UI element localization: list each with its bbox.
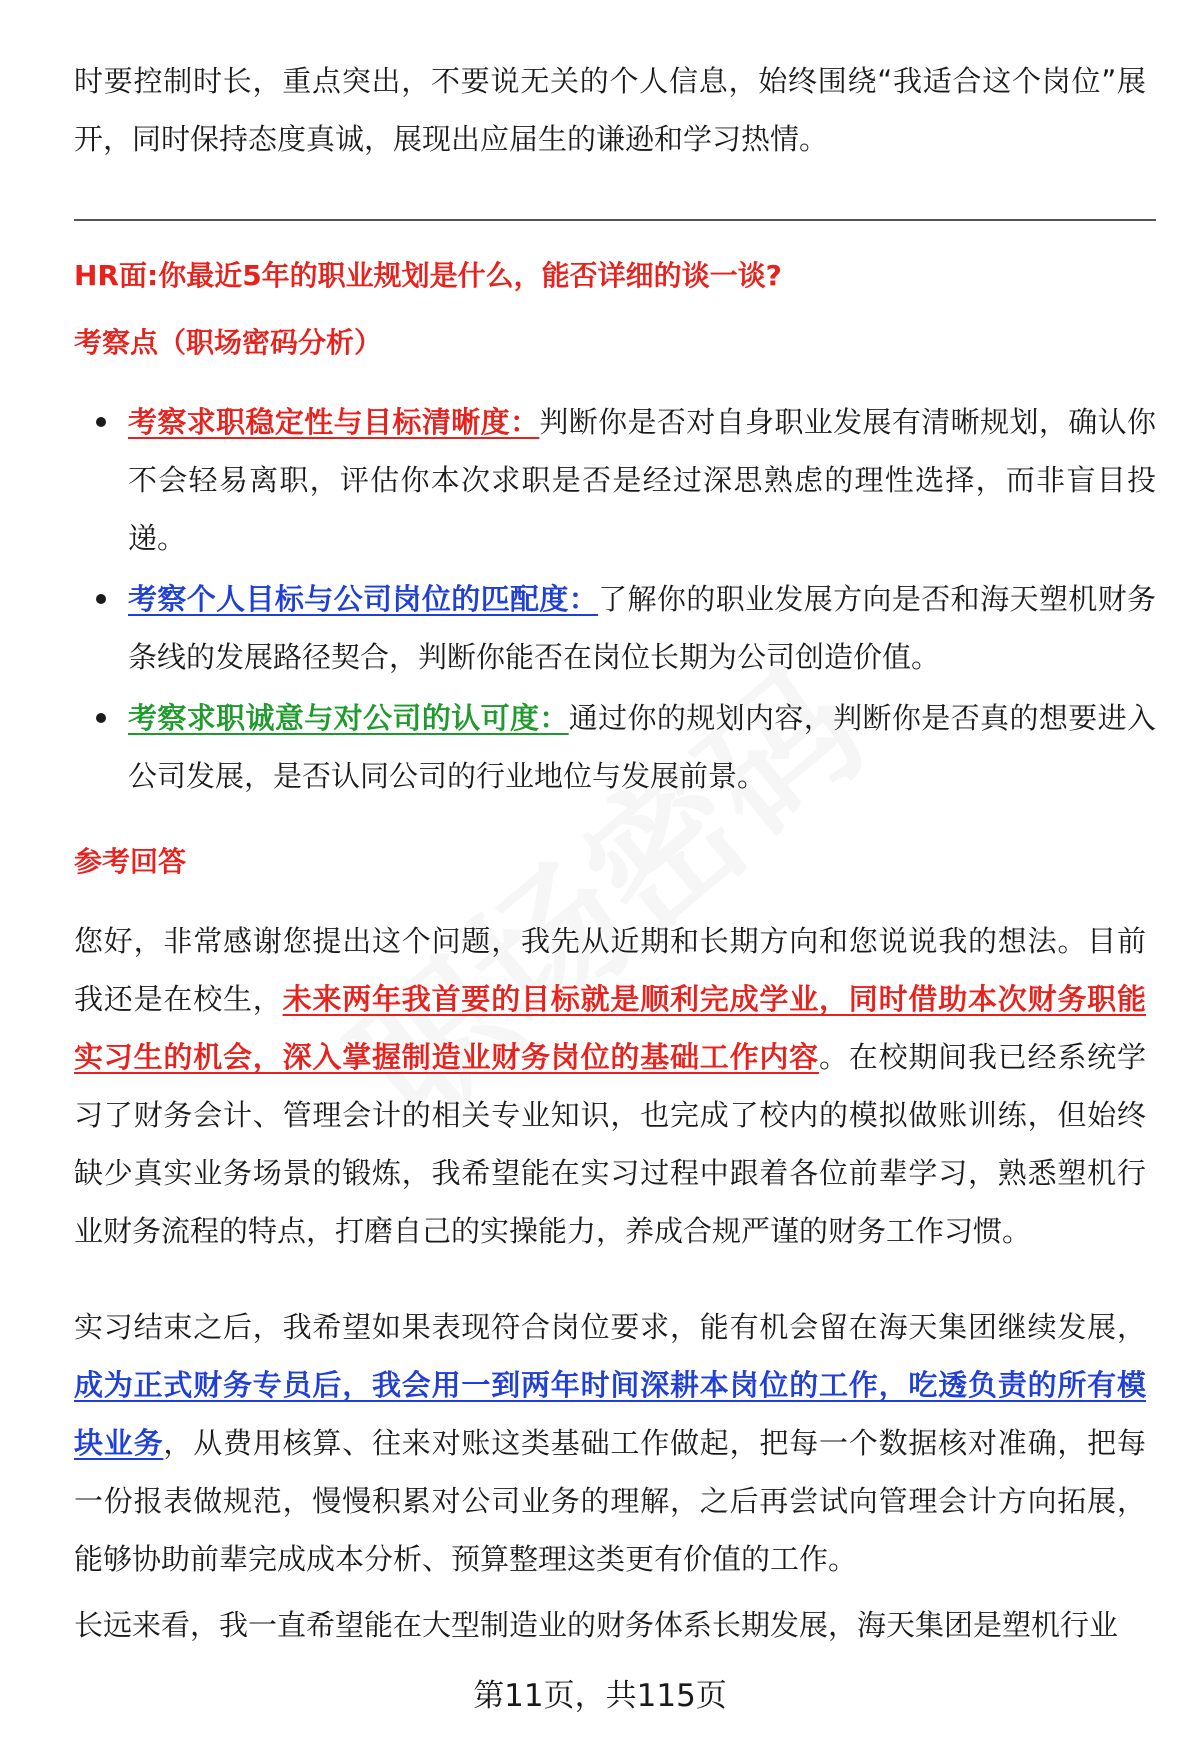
bullet-icon <box>96 417 106 427</box>
insight-text: 通过你的规划内容，判断你是否真的想要进入公司发展，是否认同公司的行业地位与发展前景。 <box>128 701 1156 793</box>
bullet-icon <box>96 713 106 723</box>
insight-text: 了解你的职业发展方向是否和海天塑机财务条线的发展路径契合，判断你能否在岗位长期为公司创造价值。 <box>128 582 1156 674</box>
insight-key: 考察求职诚意与对公司的认可度： <box>128 701 569 735</box>
intro-paragraph: 时要控制时长，重点突出，不要说无关的个人信息，始终围绕“我适合这个岗位”展开，同时保持态度真诚，展现出应届生的谦逊和学习热情。 <box>74 64 1146 156</box>
answer-text: 实习结束之后，我希望如果表现符合岗位要求，能有机会留在海天集团继续发展， <box>74 1310 1146 1344</box>
document-page <box>74 0 1156 1755</box>
reference-heading: 参考回答 <box>74 845 187 878</box>
answer-highlight: 未来两年我首要的目标就是顺利完成学业，同时借助本次财务职能实习生的机会，深入掌握制造业财务岗位的基础工作内容 <box>74 982 1146 1074</box>
answer-paragraph <box>74 1298 1146 1588</box>
insight-key: 考察个人目标与公司岗位的匹配度： <box>128 582 599 616</box>
insight-text: 判断你是否对自身职业发展有清晰规划，确认你不会轻易离职，评估你本次求职是否是经过深思熟虑的理性选择，而非盲目投递。 <box>128 405 1156 555</box>
list-item <box>74 570 1156 686</box>
bullet-icon <box>96 594 106 604</box>
answer-text: 您好，非常感谢您提出这个问题，我先从近期和长期方向和您说说我的想法。目前我还是在校生， <box>74 924 1146 1016</box>
insight-key: 考察求职稳定性与目标清晰度： <box>128 405 540 439</box>
answer-highlight: 成为正式财务专员后，我会用一到两年时间深耕本岗位的工作，吃透负责的所有模块业务 <box>74 1368 1146 1460</box>
page-number: 第11页，共115页 <box>473 1678 727 1714</box>
answer-paragraph: 长远来看，我一直希望能在大型制造业的财务体系长期发展，海天集团是塑机行业 <box>74 1608 1119 1642</box>
answer-text: ，从费用核算、往来对账这类基础工作做起，把每一个数据核对准确，把每一份报表做规范，慢慢积累对公司业务的理解，之后再尝试向管理会计方向拓展，能够协助前辈完成成本分析、预算整理这类更有价值的工作。 <box>74 1426 1146 1576</box>
hr-question-title: HR面:你最近5年的职业规划是什么，能否详细的谈一谈? <box>74 259 782 292</box>
answer-paragraph <box>74 912 1146 1260</box>
answer-text: 。在校期间我已经系统学习了财务会计、管理会计的相关专业知识，也完成了校内的模拟做账训练，但始终缺少真实业务场景的锻炼，我希望能在实习过程中跟着各位前辈学习，熟悉塑机行业财务流程的特点，打磨自己的实操能力，养成合规严谨的财务工作习惯。 <box>74 1040 1146 1248</box>
insight-heading: 考察点（职场密码分析） <box>74 326 383 359</box>
list-item <box>74 393 1156 567</box>
insight-list <box>74 393 1156 808</box>
section-divider <box>74 219 1156 221</box>
list-item <box>74 689 1156 805</box>
